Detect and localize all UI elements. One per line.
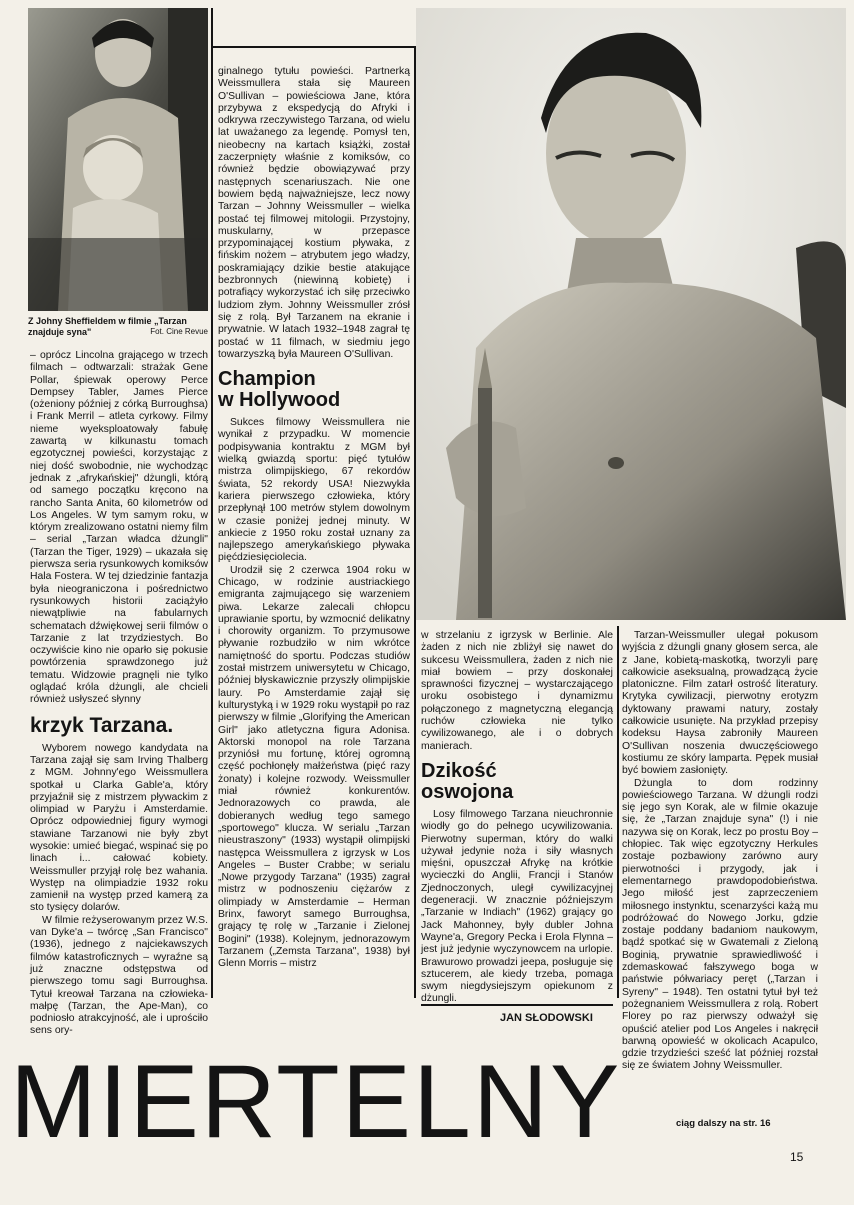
paragraph: Tarzan-Weissmuller ulegał pokusom wyjścia z dżungli gnany głosem serca, ale z Jane, kobietą-maskotką, tworzyli parę całkowicie aseksualną, prowadzącą życie platoniczne. Film zatarł ostrość literatury. Krytyka cywilizacji, pierwotny erotyzm dyktowany prawami natury, zostały całkowicie usunięte. Na przykład przepisy kodeksu Haysa zabroniły Maureen O'Sullivan noszenia dwuczęściowego kostiumu ze skóry lamparta. Pępek musiał być bowiem zasłonięty. (622, 630, 818, 777)
paragraph: w strzelaniu z igrzysk w Berlinie. Ale żaden z nich nie zbliżył się nawet do sukcesu Weissmullera, żaden z nich nie miał bowiem – przy doskonałej sprawności fizycznej – wystarczającego uroku osobistego i dynamizmu połączonego z magnetyczną elegancją ruchów człowieka nie tylko cywilizowanego, ale i o dobrych manierach. (421, 630, 613, 752)
subheading-line: w Hollywood (218, 389, 341, 412)
article-column-4 (622, 630, 818, 1108)
column-rule (211, 8, 213, 998)
paragraph: ginalnego tytułu powieści. Partnerką Weissmullera stała się Maureen O'Sullivan – powieściowa Jane, która przybywa z ekspedycją do Afryki i odkrywa rzeczywistego Tarzana, od wielu lat uważanego za legendę. Pomysł ten, nieobecny na kartach książki, został zaczerpnięty właśnie z komiksów, co również będzie obowiązywać przy następnych scenariuszach. Nie one bowiem będą najważniejsze, lecz nowy Tarzan – Johnny Weissmuller – wielka postać tej filmowej mitologii. Przystojny, muskularny, w przepasce przypominającej kostium pływaka, z fińskim nożem – atrybutem jego władzy, poskramiający dzikie bestie atakujące bezbronnych (niewinną kobietę) i potrafiący wykorzystać ich siłę przeciwko ludziom złym. Johnny Weissmuller zrósł się z rolą. Był Tarzanem na ekranie i prywatnie. W latach 1932–1948 zagrał tę postać w 11 filmach, w siedmiu jego towarzyszką była Maureen O'Sullivan. (218, 66, 410, 360)
column-rule (414, 46, 416, 998)
caption-text: Z Johny Sheffieldem w filmie „Tarzan znajduje syna" (28, 316, 187, 337)
film-still-photo (28, 8, 208, 311)
subheading (218, 369, 410, 411)
article-column-1 (30, 350, 208, 1037)
paragraph: Losy filmowego Tarzana nieuchronnie wiodły go do pełnego ucywilizowania. Pierwotny superman, który do walki używał jedynie noża i siły własnych mięśni, opuszczał Afrykę na krótkie wycieczki do Anglii, Francji i Stanów Zjednoczonych, uległ cywilizacyjnej degeneracji. W znacznie późniejszym „Tarzanie w Indiach" (1962) grający go Jack Mahonney, były dubler Johna Wayne'a, Gregory Pecka i Erola Flynna – jest już jedynie wyczynowcem na urlopie. Brawurowo prowadzi jeepa, posługuje się sztucerem, ale kiedy trzeba, pomaga swym niegdysiejszym opiekunom z dżungli. (421, 808, 613, 1005)
paragraph: Urodził się 2 czerwca 1904 roku w Chicago, w rodzinie austriackiego emigranta zajmującego się warzeniem piwa. Lekarze zalecali chłopcu uprawianie sportu, by wzmocnić delikatny i chorowity organizm. To przymusowe pływanie rozbudziło w nim wkrótce namiętność do sportu. Podczas studiów został mistrzem uniwersytetu w Chicago, później błyskawicznie przyszły olimpijskie laury. Po Amsterdamie zajął się kulturystyką i w 1929 roku wystąpił po raz pierwszy w filmie „Glorifying the American Girl" jako atletyczna figura Adonisa. Aktorski monopol na role Tarzana przyniósł mu fortunę, której ogromną część pochłonęły małżeństwa (pięć razy żonaty) i kolejne rozwody. Weissmuller miał również konkurentów. Jednorazowych co prawda, ale dobieranych według tego samego „sportowego" klucza. W serialu „Tarzan nieustraszony" (1933) wystąpił olimpijski następca Weissmullera z igrzysk w Los Angeles – Buster Crabbe; w serialu „Nowe przygody Tarzana" (1935) zagrał mistrz w podnoszeniu ciężarów z olimpiady w Amsterdamie – Herman Brinx, faworyt samego Burroughsa, grający tę rolę w „Tarzanie i Zielonej Bogini" (1938). Kolejnym, jednorazowym Tarzanem („Zemsta Tarzana", 1938) był Glenn Morris – mistrz (218, 564, 410, 970)
subheading-line: oswojona (421, 780, 514, 803)
paragraph: Dżungla to dom rodzinny powieściowego Tarzana. W dżungli rodzi się jego syn Korak, ale w filmie okazuje się, że „Tarzan znajduje syna" (!) i nie nazywa się on Korak, lecz po prostu Boy – chłopiec. Tak więc egzotyczny Herkules zostaje pozbawiony zarówno aury pierwotności i przygody, jak i elementarnego prawdopodobieństwa. Jego miłość jest zaprzeczeniem miłosnego instynktu, scenarzyści każą mu podróżować do Nowego Jorku, gdzie zostaje poddany badaniom naukowym, bądź spotkać się w Gwatemali z Zieloną Boginią, prywatnie sprawiedliwość i zdemaskować fałszywego boga w państwie półwariacy peręt („Tarzan i Syreny" – 1948). Ten ostatni tytuł był też pożegnaniem Weissmullera z rolą. Robert Florey po raz pierwszy odważył się opuścić atelier pod Los Angeles i nakręcił barwną opowieść w okolicach Acapulco, gdzie trzydzieści sześć lat później rozstał się ze światem Johny Weissmuller. (622, 777, 818, 1072)
page-number: 15 (790, 1150, 804, 1164)
subheading-line: Champion (218, 368, 316, 391)
paragraph: W filmie reżyserowanym przez W.S. van Dyke'a – twórcę „San Francisco" (1936), jednego z najciekawszych filmów katastroficznych – wyraźne są już znaczne odstępstwa od pierwszego tomu sagi Burroughsa. Tytuł kreował Tarzana na człowieka-małpę (Tarzan, the Ape-Man), co podniosło atrakcyjność, ale i uprościło sens ory- (30, 914, 208, 1037)
continued-note: ciąg dalszy na str. 16 (676, 1118, 771, 1129)
paragraph: – oprócz Lincolna grającego w trzech filmach – odtwarzali: strażak Gene Pollar, śpiewak operowy Perce Dempsey Tabler, James Pierce (ożeniony później z córką Burroughsa) i Frank Merril – atleta cyrkowy. Filmy nieme wyeksploatowały fabułę zawartą w kilkunastu tomach egzotycznej powieści, korzystając z niej dość swobodnie, nie wychodząc jednak z „afrykańskiej" dżungli, którą od samego początku kręcono na rancho Santa Anita, 60 kilometrów od Los Angeles. W tym samym roku, w którym zrealizowano ostatni niemy film – serial „Tarzan władca dżungli" (Tarzan the Tiger, 1929) – ukazała się pierwsza seria rysunkowych komiksów Hala Fostera. W tej dziedzinie fantazja była nieograniczona i pośrednictwo rysunkowych historii zaciążyło niewątpliwie na fabularnych schematach dźwiękowej serii filmów o Tarzanie z lat trzydziestych. Bo oczywiście kino nie oparło się pokusie powtórzenia sprawdzonego już tematu. Widzowie pragnęli nie tylko oglądać króla dżungli, ale chcieli również usłyszeć słynny (30, 350, 208, 706)
article-column-3 (421, 630, 613, 1005)
photo-caption (28, 316, 208, 337)
author-rule (421, 1004, 613, 1006)
film-still-image (28, 8, 208, 311)
portrait-photo (416, 8, 846, 620)
portrait-image (416, 8, 846, 620)
paragraph: Sukces filmowy Weissmullera nie wynikał z przypadku. W momencie podpisywania kontraktu z MGM był wielką gwiazdą sportu: pięć tytułów mistrza olimpijskiego, 67 rekordów świata, 52 rekordy USA! Niezwykła kariera pierwszego człowieka, który przepłynął 100 metrów stylem dowolnym w czasie poniżej jednej minuty. W ankiecie z 1950 roku został uznany za najlepszego amerykańskiego pływaka pięćdziesięciolecia. (218, 417, 410, 564)
subheading: krzyk Tarzana. (30, 713, 174, 737)
header-rule (211, 46, 416, 48)
author-byline: JAN SŁODOWSKI (500, 1012, 593, 1024)
photo-credit: Fot. Cine Revue (150, 326, 208, 336)
column-rule (617, 626, 619, 998)
article-column-2 (218, 66, 410, 998)
headline-word: MIERTELNY (10, 1044, 622, 1160)
subheading (421, 761, 613, 803)
paragraph: Wyborem nowego kandydata na Tarzana zajął się sam Irving Thalberg z MGM. Johnny'ego Weissmullera spotkał u Clarka Gable'a, który przyjaźnił się z mistrzem pływackim z olimpiad w Paryżu i Amsterdamie. Oprócz odpowiedniej figury wymogi stawiane Tarzanowi nie były zbyt wysokie: umieć biegać, wspinać się po linach i... całować kobiety. Weissmuller przyjął rolę bez wahania. Występ na olimpiadzie 1932 roku zamienił na występ przed kamerą za sto tysięcy dolarów. (30, 742, 208, 914)
subheading-line: Dzikość (421, 759, 497, 782)
